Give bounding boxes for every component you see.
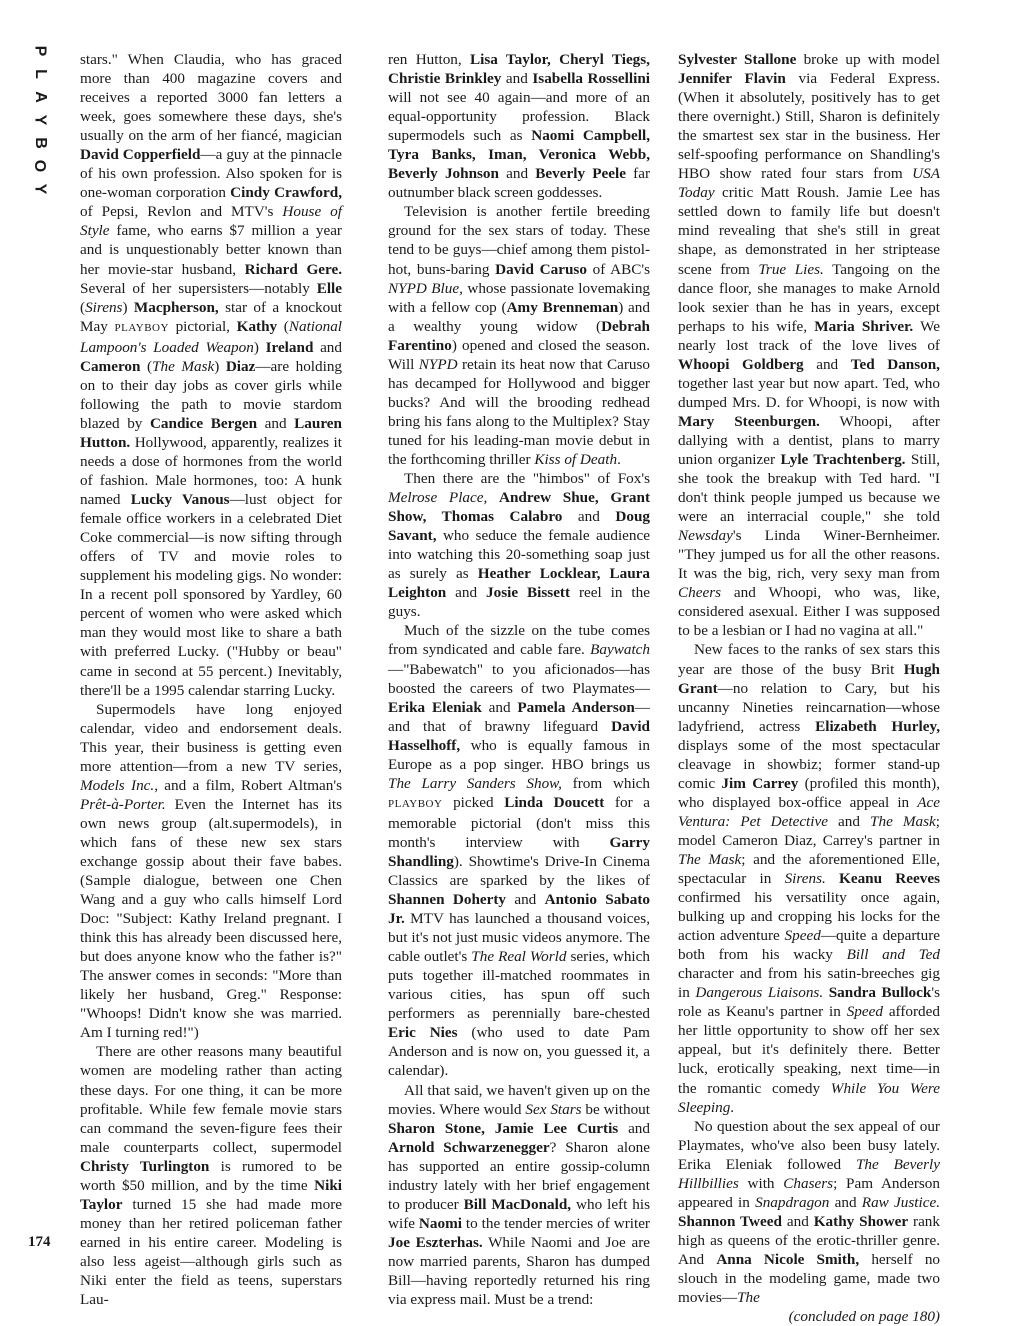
article-paragraph: stars." When Claudia, who has graced more than 400 magazine covers and receives a reported 3000 fan letters a week, goes somewhere these days, she's usually on the arm of her fiancé, magician David Copperfield—a guy at the pinnacle of his own profession. Also spoken for is one-woman corporation Cindy Crawford, of Pepsi, Revlon and MTV's House of Style fame, who earns $7 million a year and is unquestionably better known than her movie-star husband, Richard Gere. Several of her supersisters—notably Elle (Sirens) Macpherson, star of a knockout May PLAYBOY pictorial, Kathy (National Lampoon's Loaded Weapon) Ireland and Cameron (The Mask) Diaz—are holding on to their day jobs as cover girls while following the path to movie stardom blazed by Candice Bergen and Lauren Hutton. Hollywood, apparently, realizes it needs a dose of hormones from the world of fashion. Male hormones, too: A hunk named Lucky Vanous—lust object for female office workers in a celebrated Diet Coke commercial—is now sifting through offers of TV and movie roles to supplement his modeling gigs. No wonder: In a recent poll sponsored by Yardley, 60 percent of women who were asked which man they would most like to share a bath with preferred Lucky. ("Hubby or beau" came in second at 55 percent.) Inevitably, there'll be a 1995 calendar starring Lucky. — [80, 51, 343, 699]
side-letter: O — [31, 159, 49, 174]
article-paragraph: ren Hutton, Lisa Taylor, Cheryl Tiegs, Christie Brinkley and Isabella Rossellini will not see 40 again—and more of an equal-opportunity profession. Black supermodels such as Naomi Campbell, Tyra Banks, Iman, Veronica Webb, Beverly Johnson and Beverly Peele far outnumber black screen goddesses. — [388, 51, 651, 202]
article-paragraph: Television is another fertile breeding ground for the sex stars of today. These tend to be guys—chief among them pistol-hot, buns-baring David Caruso of ABC's NYPD Blue, whose passionate lovemaking with a fellow cop (Amy Brenneman) and a wealthy young widow (Debrah Farentino) opened and closed the season. Will NYPD retain its heat now that Caruso has decamped for Hollywood and bigger bucks? And will the brooding redhead bring his fans along to the Multiplex? Stay tuned for his leading-man movie debut in the forthcoming thriller Kiss of Death. — [388, 203, 651, 468]
side-letter: Y — [31, 183, 49, 196]
article-column-1 — [80, 50, 342, 1309]
side-letter: A — [31, 91, 49, 104]
article-column-2 — [388, 50, 650, 1309]
magazine-side-label — [22, 40, 58, 201]
article-column-3 — [678, 50, 940, 1326]
article-paragraph: Much of the sizzle on the tube comes from syndicated and cable fare. Baywatch—"Babewatch" to you aficionados—has boosted the careers of two Playmates—Erika Eleniak and Pamela Anderson—and that of brawny lifeguard David Hasselhoff, who is equally famous in Europe as a pop singer. HBO brings us The Larry Sanders Show, from which PLAYBOY picked Linda Doucett for a memorable pictorial (don't miss this month's interview with Garry Shandling). Showtime's Drive-In Cinema Classics are sparked by the likes of Shannen Doherty and Antonio Sabato Jr. MTV has launched a thousand voices, but it's not just music videos anymore. The cable outlet's The Real World series, which puts together ill-matched roommates in various cities, has spun off such performers as perennially bare-chested Eric Nies (who used to date Pam Anderson and is now on, you guessed it, a calendar). — [388, 622, 651, 1080]
side-letter: P — [31, 45, 49, 58]
article-paragraph: Then there are the "himbos" of Fox's Melrose Place, Andrew Shue, Grant Show, Thomas Calabro and Doug Savant, who seduce the female audience into watching this 20-something soap just as surely as Heather Locklear, Laura Leighton and Josie Bissett reel in the guys. — [388, 470, 651, 621]
side-letter: B — [31, 137, 49, 150]
article-paragraph: All that said, we haven't given up on the movies. Where would Sex Stars be without Sharon Stone, Jamie Lee Curtis and Arnold Schwarzenegger? Sharon alone has supported an entire gossip-column industry lately with her brief engagement to producer Bill MacDonald, who left his wife Naomi to the tender mercies of writer Joe Eszterhas. While Naomi and Joe are now married parents, Sharon has dumped Bill—having reportedly returned his ring via express mail. Must be a trend: — [388, 1081, 650, 1309]
article-paragraph: No question about the sex appeal of our Playmates, who've also been busy lately. Erika Eleniak followed The Beverly Hillbillies with Chasers; Pam Anderson appeared in Snapdragon and Raw Justice. Shannon Tweed and Kathy Shower rank high as queens of the erotic-thriller genre. And Anna Nicole Smith, herself no slouch in the modeling game, made two movies—The — [678, 1117, 941, 1307]
side-letter: Y — [31, 114, 49, 127]
article-paragraph: There are other reasons many beautiful women are modeling rather than acting these days. For one thing, it can be more profitable. While few female movie stars can command the seven-figure fees their male counterparts collect, supermodel Christy Turlington is rumored to be worth $50 million, and by the time Niki Taylor turned 15 she had made more money than her retired policeman father earned in his entire career. Modeling is also less ageist—although girls such as Niki enter the field as teens, superstars Lau- — [80, 1043, 342, 1309]
continuation-note: (concluded on page 180) — [788, 1308, 940, 1326]
article-paragraph: Supermodels have long enjoyed calendar, video and endorsement deals. This year, their business is getting even more attention—from a new TV series, Models Inc., and a film, Robert Altman's Prêt-à-Porter. Even the Internet has its own news group (alt.supermodels), in which fans of these new sex stars exchange gossip about their fave babes. (Sample dialogue, between one Chen Wang and a guy who calls himself Lord Doc: "Subject: Kathy Ireland pregnant. I think this has already been discussed here, but does anyone know who the father is?" The answer comes in seconds: "More than likely her husband, Greg." Response: "Whoops! Didn't know she was married. Am I turning red!") — [80, 700, 342, 1042]
article-paragraph: Sylvester Stallone broke up with model Jennifer Flavin via Federal Express. (When it absolutely, positively has to get there overnight.) Still, Sharon is definitely the smartest sex star in the business. Her self-spoofing performance on Shandling's HBO show rated four stars from USA Today critic Matt Roush. Jamie Lee has settled down to family life but doesn't mind revealing that she's still in great shape, as demonstrated in her striptease scene from True Lies. Tangoing on the dance floor, she manages to make Arnold look sexier than he has in years, except perhaps to his wife, Maria Shriver. We nearly lost track of the love lives of Whoopi Goldberg and Ted Danson, together last year but now apart. Ted, who dumped Mrs. D. for Whoopi, is now with Mary Steenburgen. Whoopi, after dallying with a dentist, plans to marry union organizer Lyle Trachtenberg. Still, she took the breakup with Ted hard. "I don't think people jumped us because we were an interracial couple," she told Newsday's Linda Winer-Bernheimer. "They jumped us for all the other reasons. It was the big, rich, very sexy man from Cheers and Whoopi, who was, like, considered asexual. Either I was supposed to be a lesbian or I had no vagina at all." — [678, 51, 941, 640]
side-letter: L — [31, 69, 49, 80]
article-paragraph: New faces to the ranks of sex stars this year are those of the busy Brit Hugh Grant—no relation to Cary, but his uncanny Nineties reincarnation—whose ladyfriend, actress Elizabeth Hurley, displays some of the most spectacular cleavage in showbiz; former stand-up comic Jim Carrey (profiled this month), who displayed box-office appeal in Ace Ventura: Pet Detective and The Mask; model Cameron Diaz, Carrey's partner in The Mask; and the aforementioned Elle, spectacular in Sirens. Keanu Reeves confirmed his versatility once again, bulking up and cropping his locks for the action adventure Speed—quite a departure both from his wacky Bill and Ted character and from his satin-breeches gig in Dangerous Liaisons. Sandra Bullock's role as Keanu's partner in Speed afforded her little opportunity to show off her sex appeal, but it's definitely there. Better luck, erotically speaking, next time—in the romantic comedy While You Were Sleeping. — [678, 641, 941, 1116]
page-number: 174 — [28, 1234, 51, 1250]
